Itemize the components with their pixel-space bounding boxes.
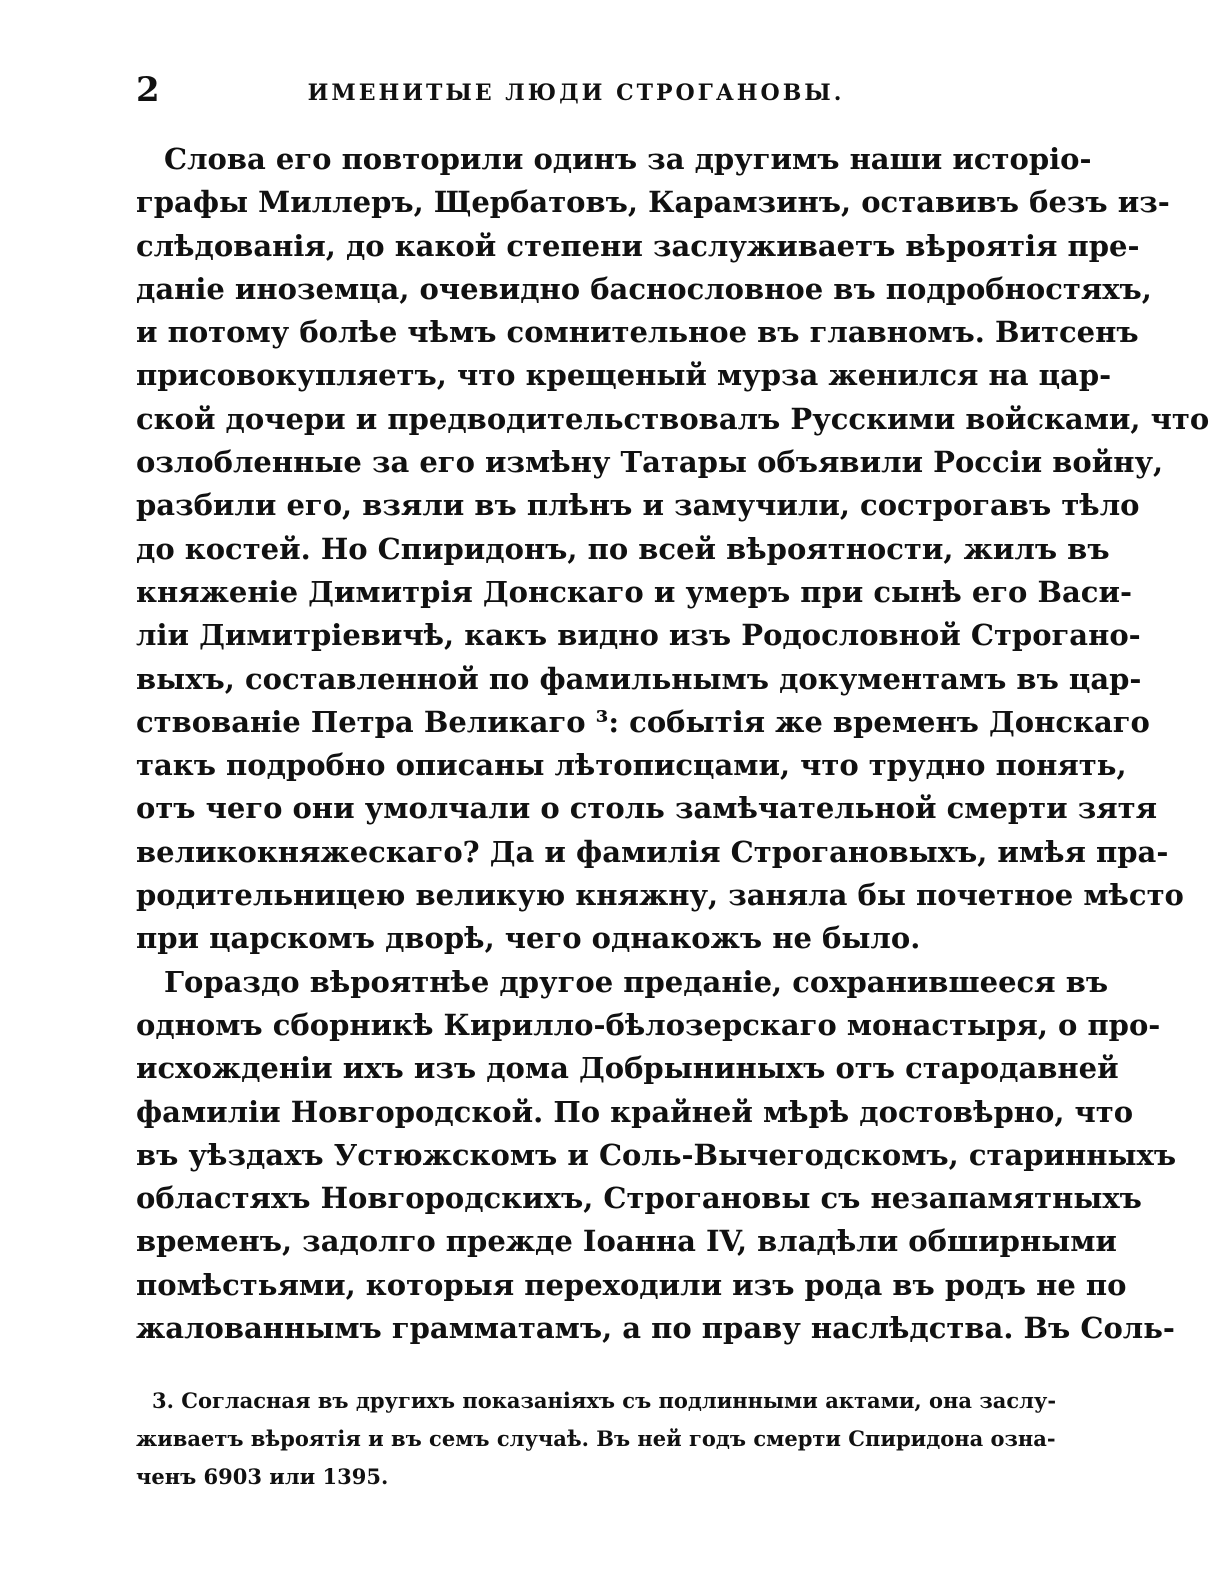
footnotes xyxy=(136,1382,1057,1496)
text-line: графы Миллеръ, Щербатовъ, Карамзинъ, оставивъ безъ из- xyxy=(136,185,1170,220)
running-title: ИМЕНИТЫЕ ЛЮДИ СТРОГАНОВЫ. xyxy=(307,80,845,106)
text-line: ствованіе Петра Великаго ³: событія же временъ Донскаго xyxy=(136,704,1150,739)
text-line: до костей. Но Спиридонъ, по всей вѣроятности, жилъ въ xyxy=(136,531,1110,566)
text-line: княженіе Димитрія Донскаго и умеръ при сынѣ его Васи- xyxy=(136,574,1132,609)
footnote-line: 3. Согласная въ другихъ показаніяхъ съ подлинными актами, она заслу- xyxy=(152,1388,1057,1413)
text-line: помѣстьями, которыя переходили изъ рода въ родъ не по xyxy=(136,1267,1127,1302)
text-line: великокняжескаго? Да и фамилія Строгановыхъ, имѣя пра- xyxy=(136,834,1169,869)
text-line: при царскомъ дворѣ, чего однакожъ не было. xyxy=(136,921,921,956)
text-line: областяхъ Новгородскихъ, Строгановы съ незапамятныхъ xyxy=(136,1181,1142,1216)
text-line: родительницею великую княжну, заняла бы почетное мѣсто xyxy=(136,878,1184,913)
text-line: ской дочери и предводительствовалъ Русскими войсками, что xyxy=(136,401,1209,436)
text-line: Слова его повторили одинъ за другимъ наши исторіо- xyxy=(164,142,1092,176)
footnote-line: ченъ 6903 или 1395. xyxy=(136,1464,389,1489)
text-line: въ уѣздахъ Устюжскомъ и Соль-Вычегодскомъ, старинныхъ xyxy=(136,1137,1177,1172)
text-line: даніе иноземца, очевидно баснословное въ подробностяхъ, xyxy=(136,271,1152,306)
text-line: присовокупляетъ, что крещеный мурза женился на цар- xyxy=(136,358,1112,393)
text-line: одномъ сборникѣ Кирилло-бѣлозерскаго монастыря, о про- xyxy=(136,1007,1161,1042)
text-line: Гораздо вѣроятнѣе другое преданіе, сохранившееся въ xyxy=(164,964,1109,999)
paragraph-1 xyxy=(136,138,1209,961)
text-line: отъ чего они умолчали о столь замѣчательной смерти зятя xyxy=(136,791,1158,826)
text-line: жалованнымъ грамматамъ, а по праву наслѣдства. Въ Соль- xyxy=(136,1311,1175,1346)
footnote-line: живаетъ вѣроятія и въ семъ случаѣ. Въ ней годъ смерти Спиридона озна- xyxy=(136,1426,1056,1451)
text-line: выхъ, составленной по фамильнымъ документамъ въ цар- xyxy=(136,661,1142,696)
body-text xyxy=(136,138,1209,1350)
page-header xyxy=(136,66,956,116)
text-line: слѣдованія, до какой степени заслуживаетъ вѣроятія пре- xyxy=(136,228,1140,263)
page-number: 2 xyxy=(136,70,160,110)
footnote-3 xyxy=(136,1382,1057,1496)
text-line: и потому болѣе чѣмъ сомнительное въ главномъ. Витсенъ xyxy=(136,315,1139,350)
text-line: такъ подробно описаны лѣтописцами, что трудно понять, xyxy=(136,748,1127,783)
paragraph-2 xyxy=(136,961,1177,1351)
text-line: ліи Димитріевичѣ, какъ видно изъ Родословной Строгано- xyxy=(136,618,1141,653)
text-line: исхожденіи ихъ изъ дома Добрыниныхъ отъ стародавней xyxy=(136,1051,1119,1086)
text-line: озлобленные за его измѣну Татары объявили Россіи войну, xyxy=(136,445,1164,480)
text-line: разбили его, взяли въ плѣнъ и замучили, сострогавъ тѣло xyxy=(136,488,1140,523)
text-line: временъ, задолго прежде Іоанна IV, владѣли обширными xyxy=(136,1224,1117,1259)
text-line: фамиліи Новгородской. По крайней мѣрѣ достовѣрно, что xyxy=(136,1094,1134,1129)
